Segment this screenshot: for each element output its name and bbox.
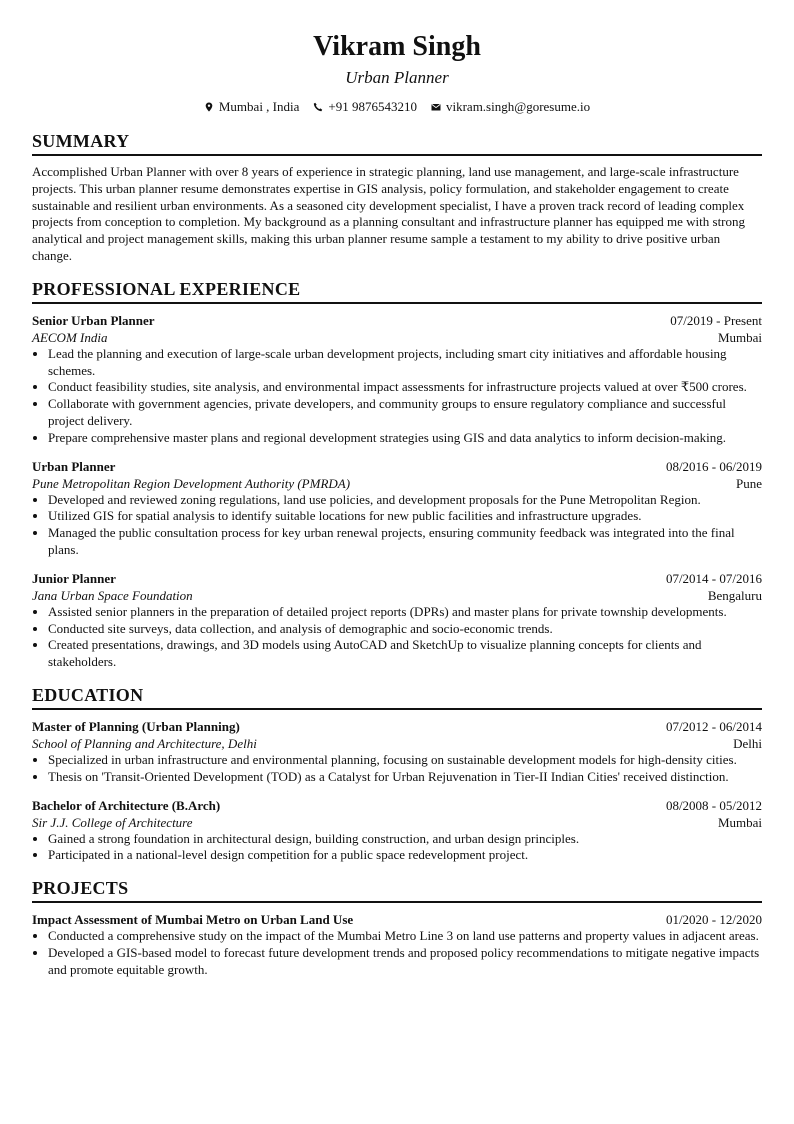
bullet-list	[32, 831, 762, 865]
bullet-list	[32, 928, 762, 978]
location-pin-icon	[204, 102, 214, 112]
list-item: • Gained a strong foundation in architectural design, building construction, and urban design principles.	[48, 831, 762, 848]
list-item: • Utilized GIS for spatial analysis to identify suitable locations for new public facilities and infrastructure upgrades.	[48, 508, 762, 525]
experience-entry	[32, 570, 762, 671]
school-location: Mumbai	[717, 814, 762, 830]
list-item: • Participated in a national-level design competition for a public space redevelopment project.	[48, 847, 762, 864]
bullet-list	[32, 604, 762, 671]
summary-section	[32, 130, 762, 265]
school-location: Delhi	[733, 735, 762, 751]
degree: Bachelor of Architecture (B.Arch)	[32, 797, 221, 813]
project-entry	[32, 911, 762, 978]
summary-text: Accomplished Urban Planner with over 8 years of experience in strategic planning, land use management, and large-scale infrastructure projects. This urban planner resume demonstrates expertise in GIS analysis, policy formulation, and stakeholder engagement to create sustainable and resilient urban environments. As a seasoned city development specialist, I have a proven track record of leading complex projects from conception to completion. My background as a planning consultant and infrastructure planner has equipped me with strong analytical and project management skills, making this urban planner resume sample a testament to my ability to drive positive urban change.	[32, 164, 746, 263]
projects-section	[32, 877, 762, 978]
job-dates: 07/2014 - 07/2016	[665, 570, 762, 586]
bullet-list	[32, 346, 762, 447]
education-entry	[32, 797, 762, 865]
list-item: • Thesis on 'Transit-Oriented Development (TOD) as a Catalyst for Urban Rejuvenation in Tier-II Indian Cities' received distinction.	[48, 769, 762, 786]
project-title: Impact Assessment of Mumbai Metro on Urban Land Use	[32, 912, 354, 928]
contact-email[interactable]	[431, 98, 590, 115]
list-item: • Lead the planning and execution of large-scale urban development projects, including smart city initiatives and affordable housing schemes.	[48, 346, 762, 380]
job-title: Senior Urban Planner	[32, 312, 155, 328]
experience-entry	[32, 312, 762, 447]
job-title: Junior Planner	[32, 570, 116, 586]
employer: Jana Urban Space Foundation	[32, 587, 193, 603]
education-section	[32, 684, 762, 864]
section-heading: PROFESSIONAL EXPERIENCE	[32, 278, 762, 304]
experience-entry	[32, 458, 762, 559]
location-text: Mumbai , India	[218, 99, 300, 114]
job-location: Mumbai	[717, 329, 762, 345]
project-dates: 01/2020 - 12/2020	[665, 912, 762, 928]
school: Sir J.J. College of Architecture	[32, 814, 193, 830]
job-title: Urban Planner	[32, 458, 116, 474]
contact-location	[204, 98, 300, 115]
job-dates: 08/2016 - 06/2019	[665, 458, 762, 474]
email-icon	[431, 102, 441, 112]
school: School of Planning and Architecture, Delhi	[32, 735, 257, 751]
job-location: Pune	[736, 475, 762, 491]
resume-header	[32, 30, 762, 115]
bullet-list	[32, 752, 762, 786]
employer: Pune Metropolitan Region Development Authority (PMRDA)	[32, 475, 351, 491]
candidate-title: Urban Planner	[345, 68, 449, 87]
list-item: • Developed a GIS-based model to forecast future development trends and proposed policy recommendations to mitigate negative impacts and promote equitable growth.	[48, 945, 762, 979]
degree: Master of Planning (Urban Planning)	[32, 718, 240, 734]
list-item: • Prepare comprehensive master plans and regional development strategies using GIS and data analytics to inform decision-making.	[48, 430, 762, 447]
list-item: • Specialized in urban infrastructure and environmental planning, focusing on sustainable development models for high-density cities.	[48, 752, 762, 769]
list-item: • Created presentations, drawings, and 3D models using AutoCAD and SketchUp to visualize planning concepts for clients and stakeholders.	[48, 637, 762, 671]
contact-row	[32, 98, 762, 115]
list-item: • Collaborate with government agencies, private developers, and community groups to ensure regulatory compliance and successful project delivery.	[48, 396, 762, 430]
list-item: • Developed and reviewed zoning regulations, land use policies, and development proposals for the Pune Metropolitan Region.	[48, 492, 762, 509]
education-entry	[32, 718, 762, 786]
list-item: • Conducted site surveys, data collection, and analysis of demographic and socio-economic trends.	[48, 621, 762, 638]
list-item: • Conducted a comprehensive study on the impact of the Mumbai Metro Line 3 on land use patterns and property values in adjacent areas.	[48, 928, 762, 945]
phone-icon	[313, 102, 323, 112]
candidate-name: Vikram Singh	[313, 31, 481, 62]
contact-phone[interactable]	[313, 98, 417, 115]
education-dates: 08/2008 - 05/2012	[665, 797, 762, 813]
job-location: Bengaluru	[707, 587, 762, 603]
section-heading: SUMMARY	[32, 130, 762, 156]
list-item: • Assisted senior planners in the preparation of detailed project reports (DPRs) and master plans for private township developments.	[48, 604, 762, 621]
bullet-list	[32, 492, 762, 559]
section-heading: EDUCATION	[32, 684, 762, 710]
list-item: • Conduct feasibility studies, site analysis, and environmental impact assessments for infrastructure projects valued at over ₹500 crores.	[48, 379, 762, 396]
employer: AECOM India	[32, 329, 108, 345]
list-item: • Managed the public consultation process for key urban renewal projects, ensuring community feedback was integrated into the final plans.	[48, 525, 762, 559]
experience-section	[32, 278, 762, 671]
section-heading: PROJECTS	[32, 877, 762, 903]
job-dates: 07/2019 - Present	[670, 312, 762, 328]
phone-text: +91 9876543210	[328, 99, 417, 114]
education-dates: 07/2012 - 06/2014	[665, 718, 762, 734]
email-text: vikram.singh@goresume.io	[445, 99, 591, 114]
